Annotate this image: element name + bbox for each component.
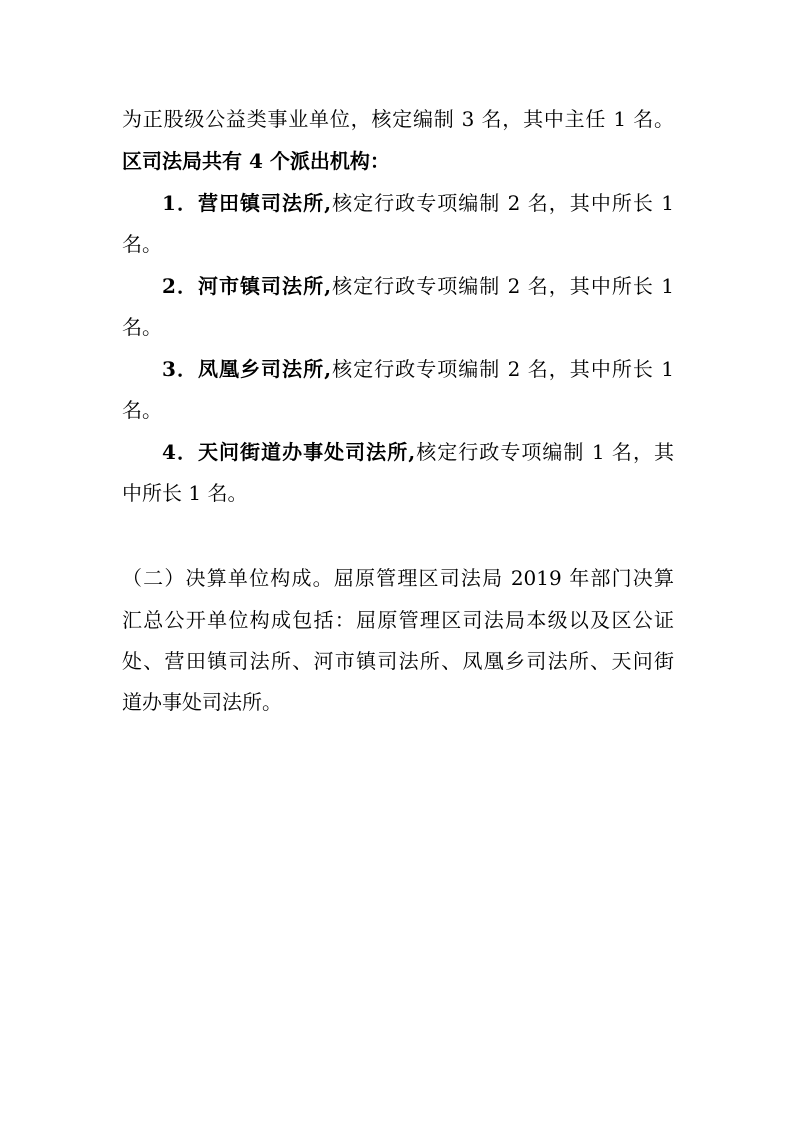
section-heading: 区司法局共有 4 个派出机构： xyxy=(122,149,390,173)
list-item-text: 核定行政专项编制 2 名，其中所长 1 xyxy=(331,274,674,298)
list-item-name: 河市镇司法所, xyxy=(197,274,332,298)
list-item-name: 营田镇司法所, xyxy=(197,191,332,215)
paragraph-line: 为正股级公益类事业单位，核定编制 3 名，其中主任 1 名。 xyxy=(122,107,674,131)
list-item-text: 核定行政专项编制 2 名，其中所长 1 xyxy=(331,191,674,215)
paragraph-line: 道办事处司法所。 xyxy=(122,690,282,714)
list-item-1 xyxy=(162,188,674,218)
list-item-3 xyxy=(162,354,674,384)
list-item-number: 1． xyxy=(162,191,198,215)
paragraph-line: 汇总公开单位构成包括：屈原管理区司法局本级以及区公证 xyxy=(122,608,674,632)
paragraph-line: 处、营田镇司法所、河市镇司法所、凤凰乡司法所、天问街 xyxy=(122,649,674,673)
list-item-continuation: 名。 xyxy=(122,232,162,256)
list-item-continuation: 名。 xyxy=(122,315,162,339)
list-item-continuation: 名。 xyxy=(122,398,162,422)
list-item-number: 4． xyxy=(162,440,198,464)
list-item-number: 3． xyxy=(162,357,198,381)
list-item-continuation: 中所长 1 名。 xyxy=(122,481,248,505)
list-item-name: 天问街道办事处司法所, xyxy=(197,440,416,464)
paragraph-line: （二）决算单位构成。屈原管理区司法局 2019 年部门决算 xyxy=(122,566,674,590)
list-item-name: 凤凰乡司法所, xyxy=(197,357,332,381)
list-item-text: 核定行政专项编制 1 名，其 xyxy=(415,440,674,464)
list-item-4 xyxy=(162,437,674,467)
list-item-2 xyxy=(162,271,674,301)
list-item-number: 2． xyxy=(162,274,198,298)
list-item-text: 核定行政专项编制 2 名，其中所长 1 xyxy=(331,357,674,381)
